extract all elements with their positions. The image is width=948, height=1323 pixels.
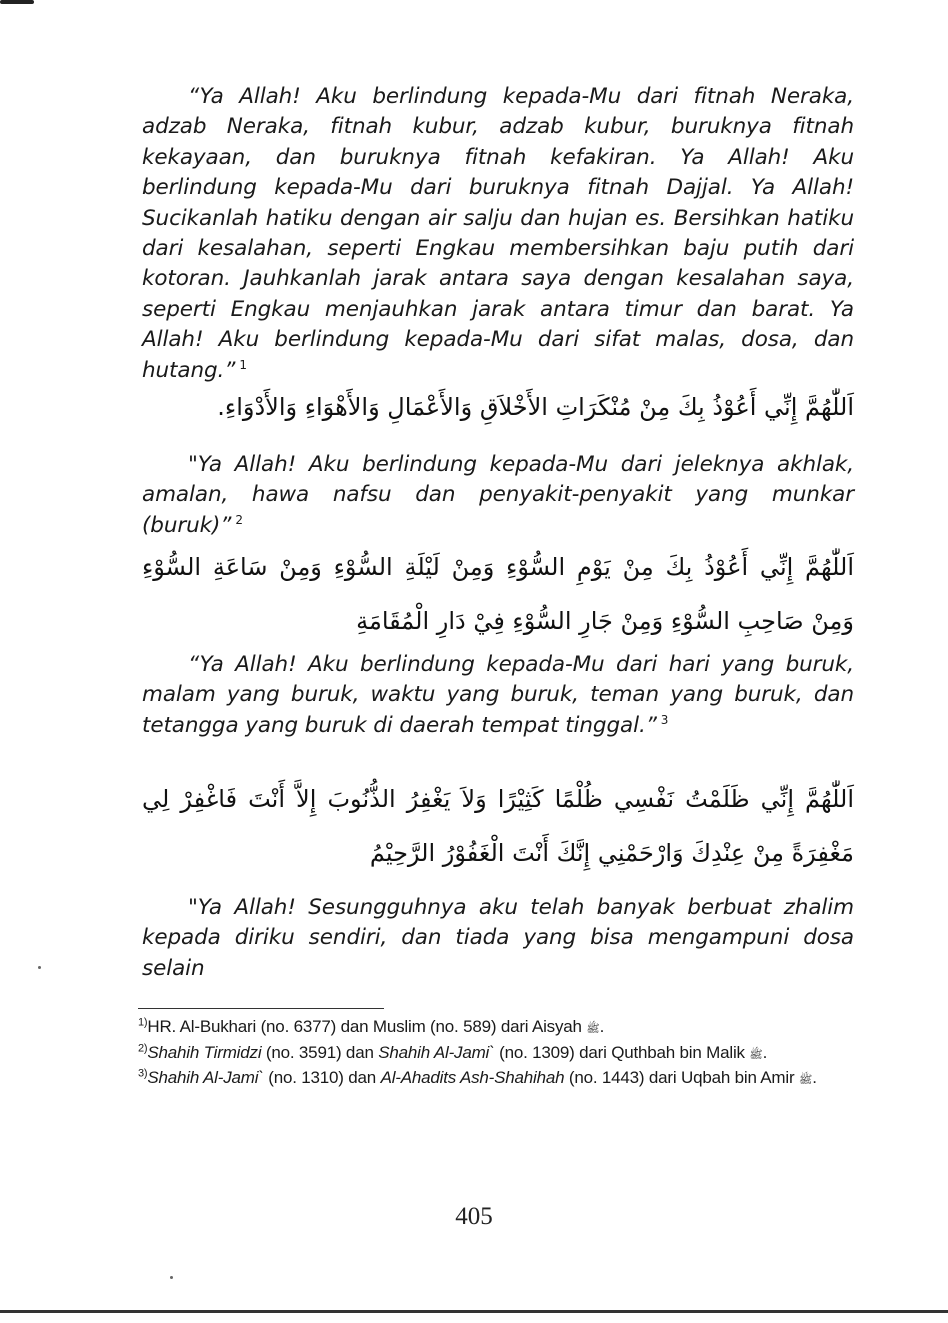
- honorific-glyph: ﷺ: [798, 1074, 813, 1086]
- honorific-glyph: ﷺ: [586, 1023, 600, 1035]
- footnote-2: [138, 1042, 854, 1067]
- footnote-number: 3): [138, 1067, 148, 1080]
- footnote-text: (no. 1310) dan: [263, 1068, 381, 1087]
- footnote-source-title: Shahih Tirmidzi: [147, 1042, 262, 1062]
- footnote-source-title: Shahih Al-Jami`: [147, 1068, 264, 1087]
- footnote-text: .: [812, 1068, 817, 1087]
- footnotes: [138, 1016, 854, 1093]
- paragraph-translation-1: [142, 82, 854, 386]
- page-number: 405: [455, 1203, 493, 1230]
- footnote-divider: [138, 1008, 384, 1009]
- footnote-text: .: [599, 1017, 605, 1036]
- scan-bottom-edge: [0, 1310, 948, 1313]
- paragraph-text: “Ya Allah! Aku berlindung kepada-Mu dari hari yang buruk, malam yang buruk, waktu yang buruk, teman yang buruk, dan tetangga yang buruk di daerah tempat tinggal.”: [142, 652, 854, 738]
- arabic-dua-2: اَللّٰهُمَّ إِنِّي أَعُوْذُ بِكَ مِنْ يَوْمِ السُّوْءِ وَمِنْ لَيْلَةِ السُّوْءِ وَمِنْ سَاعَةِ السُّوْءِ وَمِنْ صَاحِبِ السُّوْءِ وَمِنْ جَارِ السُّوْءِ فِيْ دَارِ الْمُقَامَةِ: [142, 553, 854, 635]
- paragraph-text: “Ya Allah! Aku berlindung kepada-Mu dari fitnah Neraka, adzab Neraka, fitnah kubur, adzab kubur, buruknya fitnah kekayaan, dan buruknya fitnah kefakiran. Ya Allah! Aku berlindung kepada-Mu dari buruknya fitnah Dajjal. Ya Allah! Sucikanlah hatiku dengan air salju dan hujan es. Bersihkan hatiku dari kesalahan, seperti Engkau membersihkan baju putih dari kotoran. Jauhkanlah jarak antara saya dengan kesalahan saya, seperti Engkau menjauhkan jarak antara timur dan barat. Ya Allah! Aku berlindung kepada-Mu dari sifat malas, dosa, dan hutang.”: [142, 84, 854, 383]
- footnote-1: [138, 1016, 854, 1041]
- scan-edge-mark: [0, 0, 34, 4]
- footnote-ref: 3: [660, 712, 669, 727]
- honorific-glyph: ﷺ: [749, 1048, 763, 1061]
- paragraph-translation-3: [142, 650, 854, 741]
- paragraph-translation-2: [142, 450, 854, 541]
- footnote-ref: 1: [239, 357, 247, 372]
- footnote-source-title: Shahih Al-Jami`: [378, 1042, 495, 1062]
- footnote-ref: 2: [235, 512, 243, 527]
- footnote-3: [138, 1067, 854, 1092]
- paragraph-text: "Ya Allah! Sesungguhnya aku telah banyak berbuat zhalim kepada diriku sendiri, dan tiada yang bisa mengampuni dosa selain: [142, 895, 854, 981]
- scan-speck: [38, 966, 41, 969]
- footnote-text: HR. Al-Bukhari (no. 6377) dan Muslim (no. 589) dari Aisyah: [147, 1017, 587, 1036]
- scan-speck: [170, 1276, 173, 1279]
- footnote-text: (no. 3591) dan: [261, 1042, 379, 1062]
- footnote-source-title: Al-Ahadits Ash-Shahihah: [380, 1068, 565, 1087]
- footnote-text: (no. 1443) dari Uqbah bin Amir: [564, 1068, 799, 1087]
- footnote-text: (no. 1309) dari Quthbah bin Malik: [494, 1042, 750, 1062]
- footnote-number: 1): [138, 1016, 148, 1029]
- arabic-dua-1: اَللّٰهُمَّ إِنِّي أَعُوْذُ بِكَ مِنْ مُنْكَرَاتِ الأَخْلاَقِ وَالأَعْمَالِ وَالأَهْوَاءِ وَالأَدْوَاءِ.: [217, 393, 854, 421]
- paragraph-translation-4: [142, 893, 854, 984]
- footnote-number: 2): [138, 1041, 148, 1054]
- arabic-dua-3: اَللّٰهُمَّ إِنِّي ظَلَمْتُ نَفْسِي ظُلْمًا كَثِيْرًا وَلاَ يَغْفِرُ الذُّنُوبَ إِلاَّ أَنْتَ فَاغْفِرْ لِي مَغْفِرَةً مِنْ عِنْدِكَ وَارْحَمْنِي إِنَّكَ أَنْتَ الْغَفُوْرُ الرَّحِيْمُ: [142, 785, 854, 867]
- paragraph-text: "Ya Allah! Aku berlindung kepada-Mu dari jeleknya akhlak, amalan, hawa nafsu dan penyakit-penyakit yang munkar (buruk)”: [142, 452, 854, 538]
- footnote-text: .: [762, 1042, 768, 1062]
